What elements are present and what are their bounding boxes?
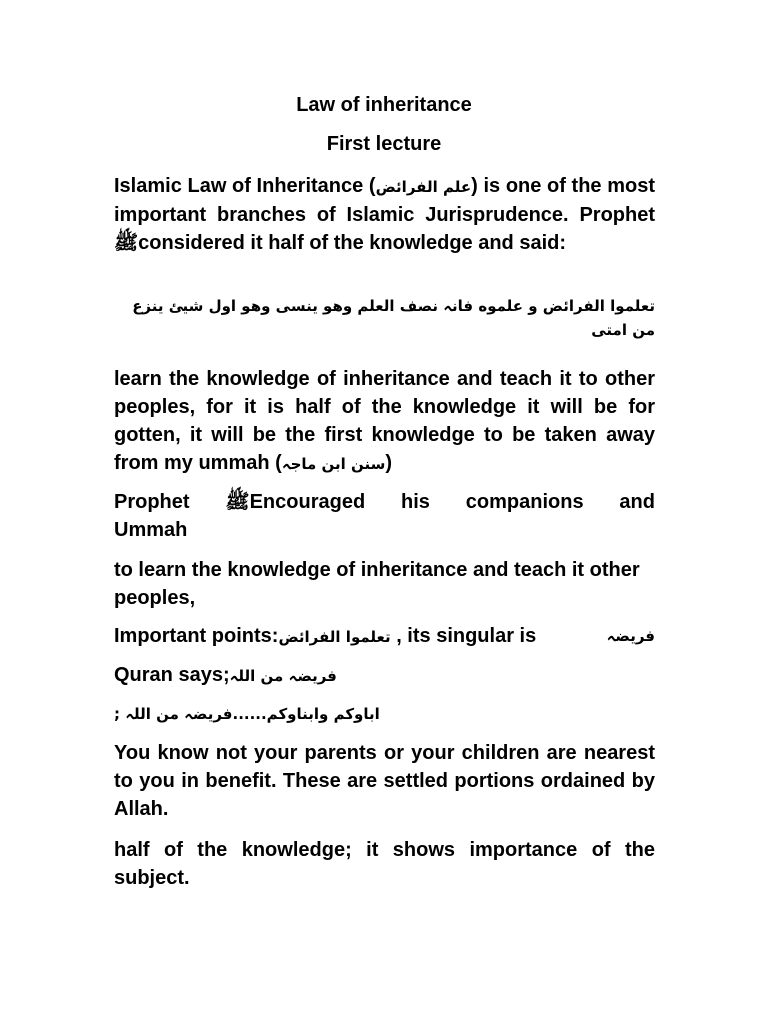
- encouraged-line: Prophet ﷺEncouraged his companions and: [114, 491, 655, 513]
- important-points-middle: , its singular is: [396, 625, 537, 647]
- intro-text-end: ) is one of the most important branches of Islamic Jurisprudence. Prophet ﷺconsidered it half of the knowledge and said:: [114, 175, 655, 254]
- intro-paragraph: [114, 172, 655, 257]
- important-points-line: [114, 622, 655, 650]
- important-points-label: Important points:: [114, 625, 279, 647]
- verse-arabic: اباوکم وابناوکم......فریضہ من اللہ ;: [114, 705, 380, 723]
- singular-arabic-word: فریضہ: [606, 627, 655, 645]
- translation-text-end: ): [385, 452, 393, 474]
- verse-translation-paragraph: You know not your parents or your children are nearest to you in benefit. These are settled portions ordained by Allah.: [114, 742, 655, 820]
- closing-paragraph: half of the knowledge; it shows importance of the subject.: [114, 839, 655, 889]
- translation-arabic-source: سنن ابن ماجہ: [281, 455, 386, 473]
- learn-paragraph: to learn the knowledge of inheritance and teach it other peoples,: [114, 559, 640, 609]
- hadith-arabic: تعلموا الفرائض و علموه فانہ نصف العلم وھو ینسی وھو اول شیئ ینزع من امتی: [132, 297, 655, 339]
- intro-text-start: Islamic Law of Inheritance (: [114, 175, 376, 197]
- quran-says-line: [114, 661, 655, 689]
- document-subtitle: First lecture: [326, 133, 442, 155]
- encouraged-line-2: Ummah: [114, 519, 188, 541]
- important-points-arabic: تعلموا الفرائض: [278, 628, 391, 646]
- quran-says-label: Quran says;: [114, 664, 230, 686]
- intro-arabic-term: علم الفرائض: [375, 178, 472, 196]
- verse-line: [114, 700, 655, 728]
- quran-says-arabic: فریضہ من اللہ: [229, 667, 337, 685]
- document-title: Law of inheritance: [296, 94, 472, 116]
- translation-text-start: learn the knowledge of inheritance and teach it to other peoples, for it is half of the knowledge it will be for gotten, it will be the first knowledge to be taken away from my ummah (: [114, 368, 655, 474]
- hadith-translation-paragraph: [114, 365, 655, 478]
